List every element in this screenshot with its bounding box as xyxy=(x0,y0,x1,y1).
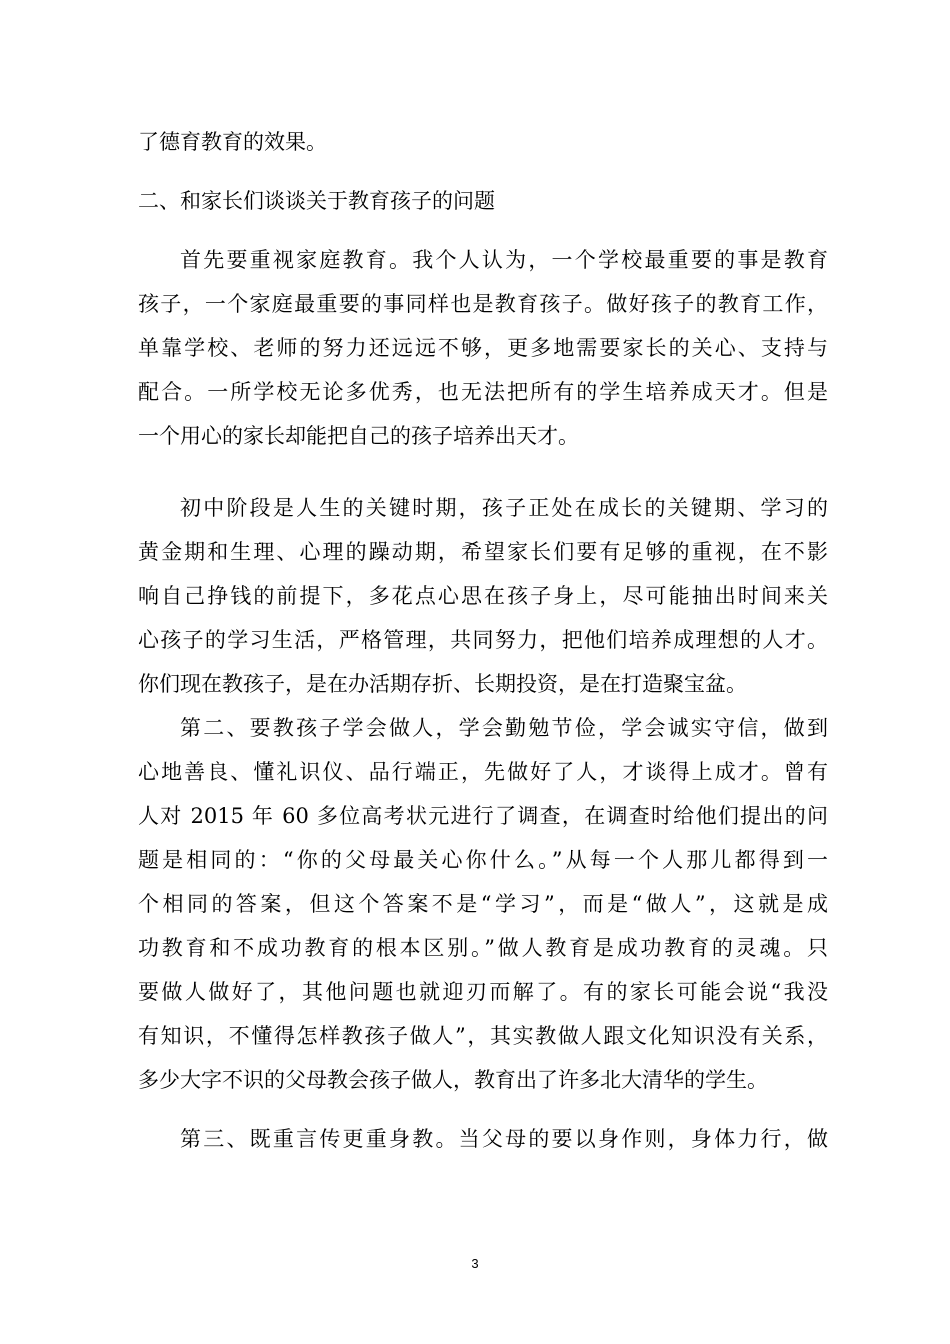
text-line: 多少大字不识的父母教会孩子做人，教育出了许多北大清华的学生。 xyxy=(138,1068,768,1092)
text-line: 了德育教育的效果。 xyxy=(138,130,327,154)
section-heading: 二、和家长们谈谈关于教育孩子的问题 xyxy=(138,189,495,213)
paragraph-teach-behavior xyxy=(138,706,828,1102)
text-line: 你们现在教孩子，是在办活期存折、长期投资，是在打造聚宝盆。 xyxy=(138,672,747,696)
text-line: 有知识，不懂得怎样教孩子做人”，其实教做人跟文化知识没有关系， xyxy=(138,1024,828,1048)
text-line: 首先要重视家庭教育。我个人认为，一个学校最重要的事是教育 xyxy=(180,248,828,272)
text-line: 孩子，一个家庭最重要的事同样也是教育孩子。做好孩子的教育工作， xyxy=(138,292,828,316)
text-line: 一个用心的家长却能把自己的孩子培养出天才。 xyxy=(138,424,579,448)
text-line: 题是相同的：“你的父母最关心你什么。”从每一个人那儿都得到一 xyxy=(138,848,828,872)
paragraph-lead-by-example xyxy=(138,1117,828,1161)
document-body xyxy=(138,120,828,1161)
text-line: 要做人做好了，其他问题也就迎刃而解了。有的家长可能会说“我没 xyxy=(138,980,828,1004)
text-line: 第二、要教孩子学会做人，学会勤勉节俭，学会诚实守信，做到 xyxy=(180,716,828,740)
text-line: 人对 2015 年 60 多位高考状元进行了调查，在调查时给他们提出的问 xyxy=(138,804,828,828)
text-line: 配合。一所学校无论多优秀，也无法把所有的学生培养成天才。但是 xyxy=(138,380,828,404)
text-line: 个相同的答案，但这个答案不是“学习”，而是“做人”，这就是成 xyxy=(138,892,828,916)
text-line: 初中阶段是人生的关键时期，孩子正处在成长的关键期、学习的 xyxy=(180,496,828,520)
text-line: 心地善良、懂礼识仪、品行端正，先做好了人，才谈得上成才。曾有 xyxy=(138,760,828,784)
page-number: 3 xyxy=(471,1256,479,1271)
text-line: 心孩子的学习生活，严格管理，共同努力，把他们培养成理想的人才。 xyxy=(138,628,828,652)
text-line: 黄金期和生理、心理的躁动期，希望家长们要有足够的重视，在不影 xyxy=(138,540,828,564)
text-line: 响自己挣钱的前提下，多花点心思在孩子身上，尽可能抽出时间来关 xyxy=(138,584,828,608)
paragraph-junior-high xyxy=(138,486,828,706)
text-line: 第三、既重言传更重身教。当父母的要以身作则，身体力行，做 xyxy=(180,1127,828,1151)
text-line: 功教育和不成功教育的根本区别。”做人教育是成功教育的灵魂。只 xyxy=(138,936,828,960)
paragraph-family-education xyxy=(138,238,828,458)
text-line: 单靠学校、老师的努力还远远不够，更多地需要家长的关心、支持与 xyxy=(138,336,828,360)
